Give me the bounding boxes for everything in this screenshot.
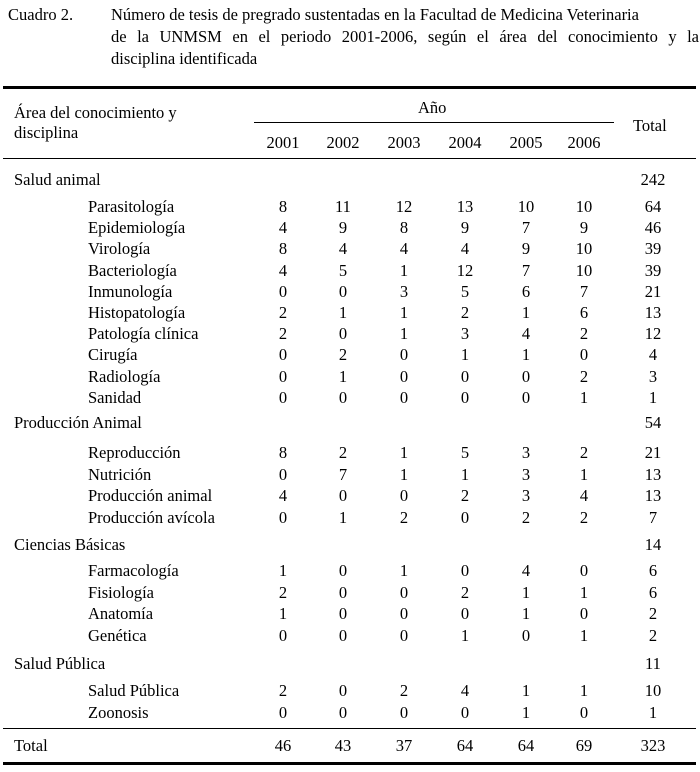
row-value: 0 bbox=[521, 626, 531, 645]
row-total: 3 bbox=[648, 367, 658, 386]
header-year: 2002 bbox=[326, 133, 360, 152]
group-name: Producción Animal bbox=[14, 413, 142, 432]
row-value: 0 bbox=[399, 345, 409, 364]
row-discipline: Zoonosis bbox=[88, 703, 149, 722]
row-value: 1 bbox=[521, 681, 531, 700]
row-value: 0 bbox=[579, 345, 589, 364]
row-value: 1 bbox=[338, 367, 348, 386]
row-value: 4 bbox=[521, 561, 531, 580]
row-value: 1 bbox=[338, 303, 348, 322]
row-value: 4 bbox=[399, 239, 409, 258]
group-total: 242 bbox=[640, 170, 666, 189]
row-value: 0 bbox=[521, 367, 531, 386]
row-value: 0 bbox=[399, 583, 409, 602]
row-value: 2 bbox=[579, 367, 589, 386]
row-value: 1 bbox=[399, 261, 409, 280]
row-value: 2 bbox=[460, 486, 470, 505]
footer-value: 43 bbox=[334, 736, 352, 755]
row-value: 9 bbox=[338, 218, 348, 237]
row-total: 1 bbox=[648, 703, 658, 722]
footer-value: 69 bbox=[575, 736, 593, 755]
row-total: 10 bbox=[644, 681, 662, 700]
row-total: 6 bbox=[648, 561, 658, 580]
row-value: 3 bbox=[521, 486, 531, 505]
row-total: 4 bbox=[648, 345, 658, 364]
row-value: 1 bbox=[399, 324, 409, 343]
row-value: 0 bbox=[460, 561, 470, 580]
header-total: Total bbox=[633, 116, 667, 135]
footer-rule bbox=[3, 728, 696, 729]
row-value: 11 bbox=[335, 197, 351, 216]
group-total: 54 bbox=[644, 413, 662, 432]
row-value: 0 bbox=[460, 367, 470, 386]
row-value: 1 bbox=[399, 561, 409, 580]
row-value: 2 bbox=[460, 303, 470, 322]
row-value: 0 bbox=[399, 388, 409, 407]
footer-value: 64 bbox=[517, 736, 535, 755]
row-value: 10 bbox=[575, 197, 593, 216]
row-value: 0 bbox=[278, 345, 288, 364]
row-value: 0 bbox=[460, 703, 470, 722]
row-value: 1 bbox=[521, 703, 531, 722]
row-discipline: Virología bbox=[88, 239, 151, 258]
row-value: 7 bbox=[338, 465, 348, 484]
row-value: 1 bbox=[399, 443, 409, 462]
row-value: 9 bbox=[460, 218, 470, 237]
group-name: Salud animal bbox=[14, 170, 101, 189]
row-value: 8 bbox=[399, 218, 409, 237]
header-year: 2004 bbox=[448, 133, 482, 152]
row-value: 3 bbox=[460, 324, 470, 343]
row-value: 1 bbox=[278, 561, 288, 580]
row-value: 1 bbox=[579, 388, 589, 407]
row-discipline: Farmacología bbox=[88, 561, 179, 580]
row-discipline: Reproducción bbox=[88, 443, 181, 462]
row-total: 13 bbox=[644, 465, 662, 484]
row-value: 1 bbox=[399, 303, 409, 322]
row-value: 4 bbox=[278, 261, 288, 280]
header-year: 2005 bbox=[509, 133, 543, 152]
row-value: 4 bbox=[278, 218, 288, 237]
caption-text bbox=[111, 4, 699, 70]
row-discipline: Genética bbox=[88, 626, 147, 645]
row-value: 0 bbox=[521, 388, 531, 407]
row-total: 64 bbox=[644, 197, 662, 216]
caption-line-2: de la UNMSM en el periodo 2001-2006, según el área del conocimiento y la bbox=[111, 27, 699, 46]
row-value: 4 bbox=[460, 239, 470, 258]
row-value: 3 bbox=[521, 465, 531, 484]
row-total: 1 bbox=[648, 388, 658, 407]
row-discipline: Bacteriología bbox=[88, 261, 177, 280]
row-value: 10 bbox=[575, 239, 593, 258]
row-value: 8 bbox=[278, 443, 288, 462]
row-value: 4 bbox=[278, 486, 288, 505]
row-discipline: Epidemiología bbox=[88, 218, 186, 237]
header-year-group: Año bbox=[418, 98, 447, 117]
footer-value: 64 bbox=[456, 736, 474, 755]
row-value: 0 bbox=[278, 508, 288, 527]
row-value: 0 bbox=[579, 703, 589, 722]
row-discipline: Nutrición bbox=[88, 465, 152, 484]
row-value: 0 bbox=[278, 388, 288, 407]
row-value: 2 bbox=[278, 303, 288, 322]
row-value: 0 bbox=[460, 508, 470, 527]
row-value: 1 bbox=[521, 583, 531, 602]
row-discipline: Patología clínica bbox=[88, 324, 199, 343]
row-value: 7 bbox=[579, 282, 589, 301]
row-value: 8 bbox=[278, 239, 288, 258]
row-value: 9 bbox=[521, 239, 531, 258]
row-value: 5 bbox=[460, 443, 470, 462]
row-value: 2 bbox=[579, 443, 589, 462]
bottom-rule bbox=[3, 762, 696, 765]
row-value: 5 bbox=[338, 261, 348, 280]
row-value: 4 bbox=[338, 239, 348, 258]
row-value: 1 bbox=[521, 303, 531, 322]
row-total: 39 bbox=[644, 261, 662, 280]
group-name: Ciencias Básicas bbox=[14, 535, 126, 554]
row-value: 0 bbox=[338, 604, 348, 623]
row-value: 2 bbox=[278, 583, 288, 602]
row-discipline: Histopatología bbox=[88, 303, 186, 322]
row-total: 7 bbox=[648, 508, 658, 527]
row-value: 3 bbox=[399, 282, 409, 301]
row-value: 0 bbox=[338, 282, 348, 301]
row-value: 6 bbox=[521, 282, 531, 301]
row-value: 10 bbox=[517, 197, 535, 216]
header-rule bbox=[3, 158, 696, 159]
row-total: 12 bbox=[644, 324, 662, 343]
caption-label: Cuadro 2. bbox=[8, 5, 74, 24]
header-year: 2001 bbox=[266, 133, 300, 152]
row-value: 1 bbox=[579, 583, 589, 602]
caption-line-3: disciplina identificada bbox=[111, 49, 258, 68]
row-value: 0 bbox=[338, 486, 348, 505]
row-total: 13 bbox=[644, 303, 662, 322]
row-value: 5 bbox=[460, 282, 470, 301]
row-value: 3 bbox=[521, 443, 531, 462]
row-value: 4 bbox=[521, 324, 531, 343]
group-name: Salud Pública bbox=[14, 654, 106, 673]
row-value: 4 bbox=[460, 681, 470, 700]
row-value: 1 bbox=[579, 626, 589, 645]
row-value: 12 bbox=[395, 197, 413, 216]
row-value: 0 bbox=[399, 626, 409, 645]
row-value: 0 bbox=[278, 703, 288, 722]
row-discipline: Anatomía bbox=[88, 604, 154, 623]
footer-label: Total bbox=[14, 736, 48, 755]
footer-value: 37 bbox=[395, 736, 413, 755]
row-value: 0 bbox=[399, 486, 409, 505]
row-value: 0 bbox=[338, 681, 348, 700]
row-value: 1 bbox=[579, 681, 589, 700]
row-value: 1 bbox=[521, 604, 531, 623]
caption-line-1: Número de tesis de pregrado sustentadas en la Facultad de Medicina Veterinaria bbox=[111, 5, 639, 24]
row-value: 0 bbox=[399, 703, 409, 722]
row-value: 2 bbox=[399, 681, 409, 700]
row-value: 4 bbox=[579, 486, 589, 505]
row-value: 0 bbox=[338, 583, 348, 602]
row-discipline: Fisiología bbox=[88, 583, 155, 602]
row-total: 13 bbox=[644, 486, 662, 505]
row-value: 2 bbox=[460, 583, 470, 602]
row-discipline: Inmunología bbox=[88, 282, 173, 301]
row-value: 1 bbox=[460, 345, 470, 364]
row-discipline: Cirugía bbox=[88, 345, 138, 364]
top-rule bbox=[3, 86, 696, 89]
row-total: 6 bbox=[648, 583, 658, 602]
row-value: 0 bbox=[278, 626, 288, 645]
row-value: 12 bbox=[456, 261, 474, 280]
row-value: 2 bbox=[338, 345, 348, 364]
footer-total: 323 bbox=[640, 736, 666, 755]
row-total: 21 bbox=[644, 443, 662, 462]
row-value: 2 bbox=[579, 324, 589, 343]
row-value: 7 bbox=[521, 261, 531, 280]
row-value: 1 bbox=[579, 465, 589, 484]
row-discipline: Sanidad bbox=[88, 388, 142, 407]
row-value: 8 bbox=[278, 197, 288, 216]
row-value: 0 bbox=[338, 703, 348, 722]
row-value: 2 bbox=[399, 508, 409, 527]
row-value: 0 bbox=[278, 465, 288, 484]
row-value: 1 bbox=[278, 604, 288, 623]
row-value: 0 bbox=[278, 367, 288, 386]
row-total: 21 bbox=[644, 282, 662, 301]
row-value: 0 bbox=[399, 604, 409, 623]
row-value: 0 bbox=[460, 604, 470, 623]
header-year: 2006 bbox=[567, 133, 601, 152]
row-value: 0 bbox=[579, 604, 589, 623]
group-total: 11 bbox=[645, 654, 661, 673]
row-total: 2 bbox=[648, 626, 658, 645]
row-total: 2 bbox=[648, 604, 658, 623]
row-value: 1 bbox=[338, 508, 348, 527]
row-value: 0 bbox=[338, 626, 348, 645]
row-value: 9 bbox=[579, 218, 589, 237]
row-value: 6 bbox=[579, 303, 589, 322]
footer-value: 46 bbox=[274, 736, 292, 755]
row-value: 2 bbox=[278, 324, 288, 343]
row-value: 2 bbox=[338, 443, 348, 462]
row-value: 13 bbox=[456, 197, 474, 216]
year-group-rule bbox=[254, 122, 614, 123]
row-value: 0 bbox=[460, 388, 470, 407]
header-area-line-1: Área del conocimiento y bbox=[14, 103, 177, 122]
row-total: 39 bbox=[644, 239, 662, 258]
row-value: 2 bbox=[521, 508, 531, 527]
row-value: 7 bbox=[521, 218, 531, 237]
row-value: 0 bbox=[278, 282, 288, 301]
row-value: 1 bbox=[399, 465, 409, 484]
header-area-line-2: disciplina bbox=[14, 123, 79, 142]
group-total: 14 bbox=[644, 535, 662, 554]
row-value: 1 bbox=[521, 345, 531, 364]
row-value: 1 bbox=[460, 465, 470, 484]
row-discipline: Salud Pública bbox=[88, 681, 180, 700]
row-value: 0 bbox=[338, 561, 348, 580]
row-value: 10 bbox=[575, 261, 593, 280]
row-value: 0 bbox=[338, 388, 348, 407]
row-value: 2 bbox=[278, 681, 288, 700]
row-discipline: Producción avícola bbox=[88, 508, 215, 527]
row-discipline: Parasitología bbox=[88, 197, 175, 216]
row-discipline: Radiología bbox=[88, 367, 161, 386]
row-value: 1 bbox=[460, 626, 470, 645]
row-value: 0 bbox=[338, 324, 348, 343]
row-value: 2 bbox=[579, 508, 589, 527]
row-value: 0 bbox=[399, 367, 409, 386]
row-value: 0 bbox=[579, 561, 589, 580]
row-discipline: Producción animal bbox=[88, 486, 213, 505]
header-year: 2003 bbox=[387, 133, 421, 152]
row-total: 46 bbox=[644, 218, 662, 237]
